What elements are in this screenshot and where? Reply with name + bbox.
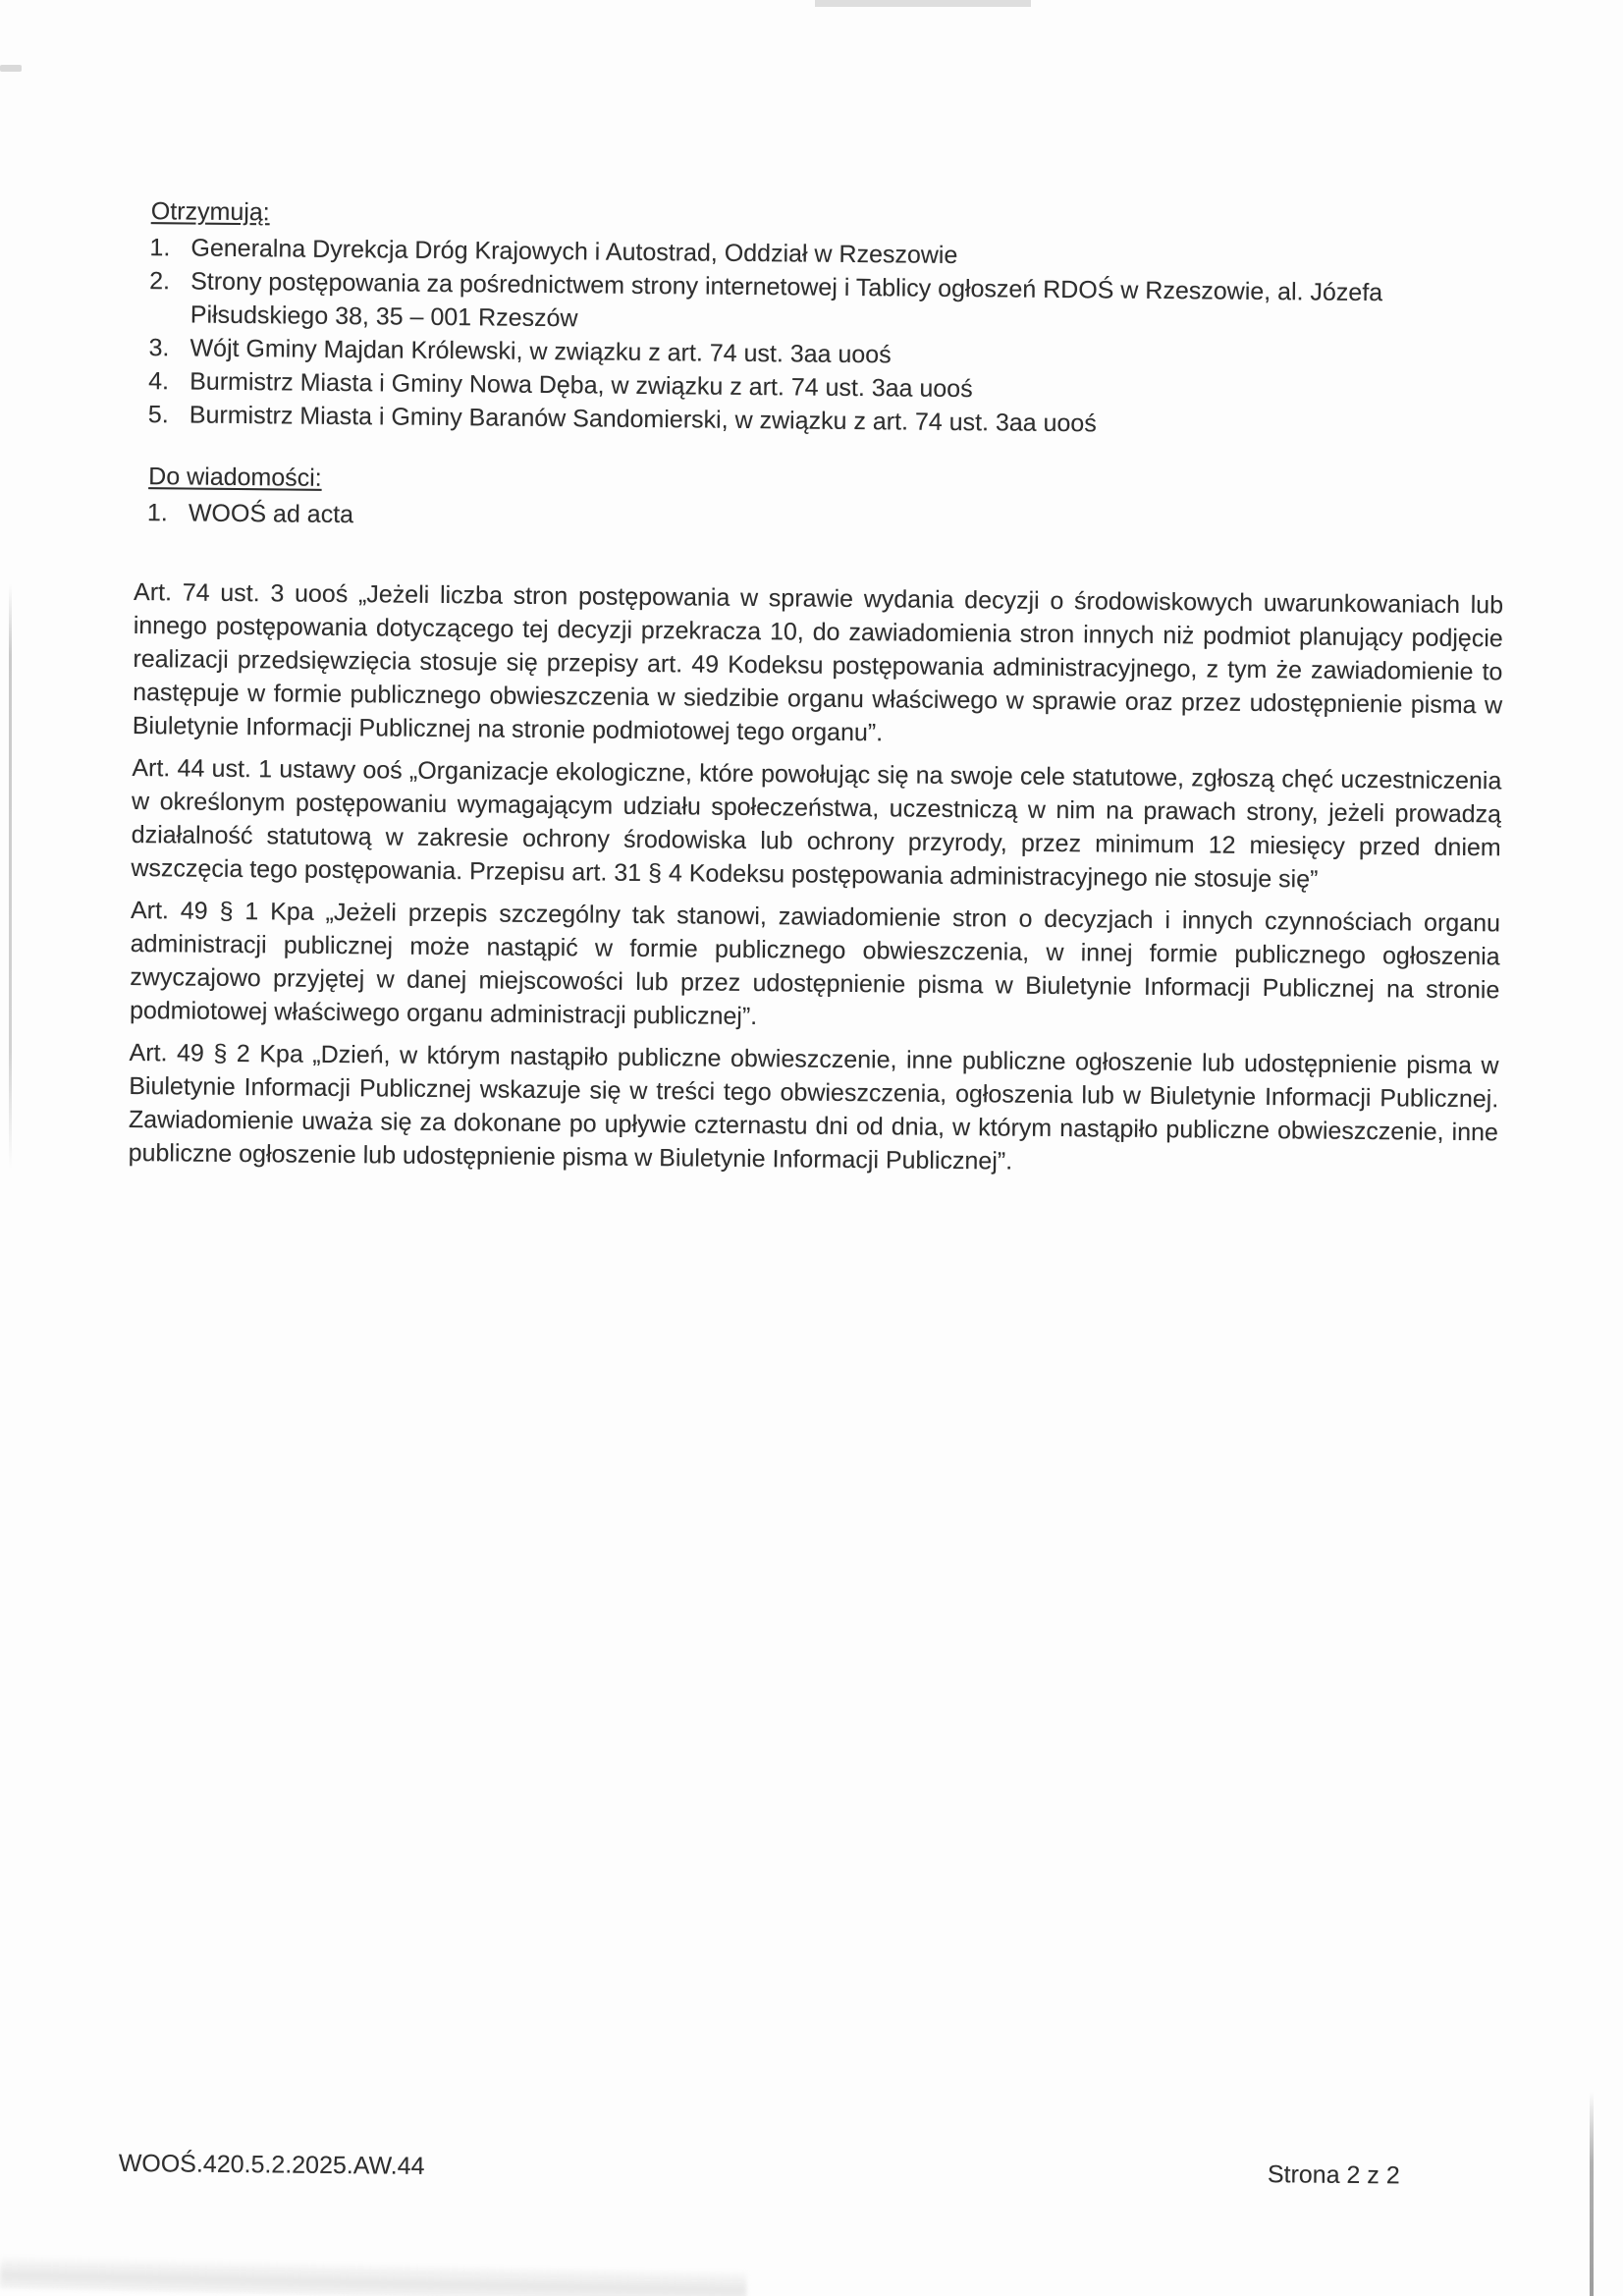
recipients-heading: Otrzymują: [150, 197, 270, 227]
case-number: WOOŚ.420.5.2.2025.AW.44 [118, 2149, 425, 2180]
recipient-item: Generalna Dyrekcja Dróg Krajowych i Autostrad, Oddział w Rzeszowie [190, 234, 958, 270]
recipients-section [135, 194, 1507, 444]
legal-note-paragraph: Art. 44 ust. 1 ustawy ooś „Organizacje ekologiczne, które powołując się na swoje cele statutowe, zgłoszą chęć uczestniczenia w określonym postępowaniu wymagającym udziału społeczeństwa, uczestniczą w nim na prawach strony, jeżeli prowadzą działalność statutową w zakresie ochrony środowiska lub ochrony przyrody, przez minimum 12 miesięcy przed dniem wszczęcia tego postępowania. Przepisu art. 31 § 4 Kodeksu postępowania administracyjnego nie stosuje się” [131, 753, 1502, 894]
page-footer [119, 2147, 1400, 2193]
recipient-item: Burmistrz Miasta i Gminy Nowa Dęba, w związku z art. 74 ust. 3aa uooś [189, 367, 973, 404]
legal-note-paragraph: Art. 49 § 2 Kpa „Dzień, w którym nastąpiło publiczne obwieszczenie, inne publiczne ogłoszenie lub udostępnienie pisma w Biuletynie Informacji Publicznej wskazuje się w treści tego obwieszczenia, ogłoszenia lub w Biuletynie Informacji Publicznej. Zawiadomienie uważa się za dokonane po upływie czternastu dni od dnia, w którym nastąpiło publiczne obwieszczenie, inne publiczne ogłoszenie lub udostępnienie pisma w Biuletynie Informacji Publicznej”. [128, 1038, 1499, 1175]
recipient-item: Strony postępowania za pośrednictwem strony internetowej i Tablicy ogłoszeń RDOŚ w Rzeszowie, al. Józefa Piłsudskiego 38, 35 – 001 Rzeszów [189, 267, 1383, 333]
cc-heading: Do wiadomości: [148, 463, 322, 492]
legal-notes-section [128, 575, 1503, 1182]
page-indicator: Strona 2 z 2 [1267, 2160, 1400, 2190]
cc-section [135, 460, 1505, 542]
recipient-item: Burmistrz Miasta i Gminy Baranów Sandomierski, w związku z art. 74 ust. 3aa uooś [189, 401, 1097, 438]
recipient-item: Wójt Gminy Majdan Królewski, w związku z art. 74 ust. 3aa uooś [189, 334, 892, 369]
legal-note-paragraph: Art. 49 § 1 Kpa „Jeżeli przepis szczególny tak stanowi, zawiadomienie stron o decyzjach i innych czynnościach organu administracji publicznej może nastąpić w formie publicznego obwieszczenia, w innej formie publicznego ogłoszenia zwyczajowo przyjętej w danej miejscowości lub przez udostępnienie pisma w Biuletynie Informacji Publicznej na stronie podmiotowej właściwego organu administracji publicznej”. [129, 896, 1501, 1031]
recipients-list [135, 231, 1507, 444]
cc-item: WOOŚ ad acta [188, 499, 354, 529]
legal-note-paragraph: Art. 74 ust. 3 uooś „Jeżeli liczba stron postępowania w sprawie wydania decyzji o środowiskowych uwarunkowaniach lub innego postępowania dotyczącego tej decyzji przekracza 10, do zawiadomienia stron innych niż podmiot planujący podjęcie realizacji przedsięwzięcia stosuje się przepisy art. 49 Kodeksu postępowania administracyjnego, z tym że zawiadomienie to następuje w formie publicznego obwieszczenia w siedzibie organu właściwego w sprawie oraz przez udostępnienie pisma w Biuletynie Informacji Publicznej na stronie podmiotowej tego organu”. [132, 577, 1504, 747]
